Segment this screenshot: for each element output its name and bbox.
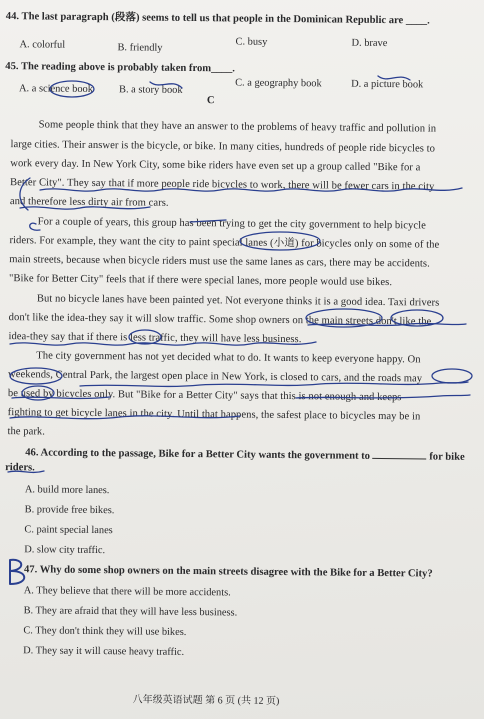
passage-line-7: riders. For example, they want the city to paint special lanes (小道) for bicycles only on some of the bbox=[9, 235, 440, 251]
q45-option-c: C. a geography book bbox=[235, 77, 322, 90]
q46-option-b: B. provide free bikes. bbox=[24, 504, 115, 517]
passage-line-16: fighting to get bicycle lanes in the city. Until that happens, the safest place to bicycles may be in bbox=[7, 407, 421, 423]
q47-option-b: B. They are afraid that they will have less business. bbox=[23, 605, 238, 619]
q47-option-a: A. They believe that there will be more accidents. bbox=[23, 585, 231, 599]
q46-option-d: D. slow city traffic. bbox=[24, 544, 106, 557]
passage-line-10: But no bicycle lanes have been painted yet. Not everyone thinks it is a good idea. Taxi drivers bbox=[36, 293, 440, 309]
passage-line-11: don't like the idea-they say it will slow traffic. Some shop owners on the main streets don't like the bbox=[8, 312, 432, 328]
q44-option-a: A. colorful bbox=[19, 39, 66, 51]
q47-option-c: C. They don't think they will use bikes. bbox=[23, 625, 187, 638]
passage-line-3: work every day. In New York City, some bike riders have even set up a group called "Bike for a bbox=[10, 158, 421, 174]
q44-option-b: B. friendly bbox=[117, 42, 163, 54]
q46-option-c: C. paint special lanes bbox=[24, 524, 113, 537]
passage-line-14: weekends, Central Park, the largest open place in New York, is closed to cars, and the roads may bbox=[8, 369, 423, 385]
q46-option-a: A. build more lanes. bbox=[24, 484, 110, 497]
q44-stem: 44. The last paragraph (段落) seems to tell us that people in the Dominican Republic are ____. bbox=[5, 11, 430, 27]
q45-option-a: A. a science book bbox=[19, 83, 94, 95]
passage-line-1: Some people think that they have an answer to the problems of heavy traffic and pollution in bbox=[38, 119, 437, 135]
passage-line-6: For a couple of years, this group has been trying to get the city government to help bicycle bbox=[37, 216, 426, 232]
q44-option-c: C. busy bbox=[235, 36, 268, 48]
q45-option-d: D. a picture book bbox=[351, 78, 424, 91]
passage-line-13: The city government has not yet decided what to do. It wants to keep everyone happy. On bbox=[36, 350, 421, 366]
passage-line-4: Better City". They say that if more people ride bicycles to work, there will be fewer cars in the city bbox=[10, 177, 435, 193]
q46-stem-cont: riders. bbox=[5, 462, 35, 474]
q47-stem: 47. Why do some shop owners on the main streets disagree with the Bike for a Better City? bbox=[23, 564, 433, 580]
page-footer: 八年级英语试题 第 6 页 (共 12 页) bbox=[132, 694, 280, 707]
q44-option-d: D. brave bbox=[351, 37, 388, 50]
passage-line-12: idea-they say that if there is less traffic, they will have less business. bbox=[8, 331, 302, 346]
section-label: C bbox=[206, 95, 215, 107]
q47-option-d: D. They say it will cause heavy traffic. bbox=[23, 645, 185, 658]
passage-line-8: main streets, because when bicycle riders must use the same lanes as cars, there may be accidents. bbox=[9, 254, 430, 270]
q46-answer-blank bbox=[373, 448, 427, 460]
q46-stem-part2: for bike bbox=[429, 451, 465, 463]
passage-line-5: and therefore less dirty air from cars. bbox=[9, 196, 169, 209]
q45-stem: 45. The reading above is probably taken from____. bbox=[5, 61, 236, 75]
q46-stem bbox=[25, 444, 465, 465]
passage-line-17: the park. bbox=[7, 426, 46, 438]
q45-option-b: B. a story book bbox=[119, 84, 183, 96]
passage-line-9: "Bike for Better City" feels that if there were special lanes, more people would use bikes. bbox=[9, 273, 393, 289]
passage-line-2: large cities. Their answer is the bicycle, or bike. In many cities, hundreds of people ride bicycles to bbox=[10, 139, 436, 155]
passage-line-15: be used by bicycles only. But "Bike for a Better City" says that this is not enough and keeps bbox=[7, 388, 402, 404]
q46-stem-part1: 46. According to the passage, Bike for a Better City wants the government to bbox=[25, 447, 371, 462]
